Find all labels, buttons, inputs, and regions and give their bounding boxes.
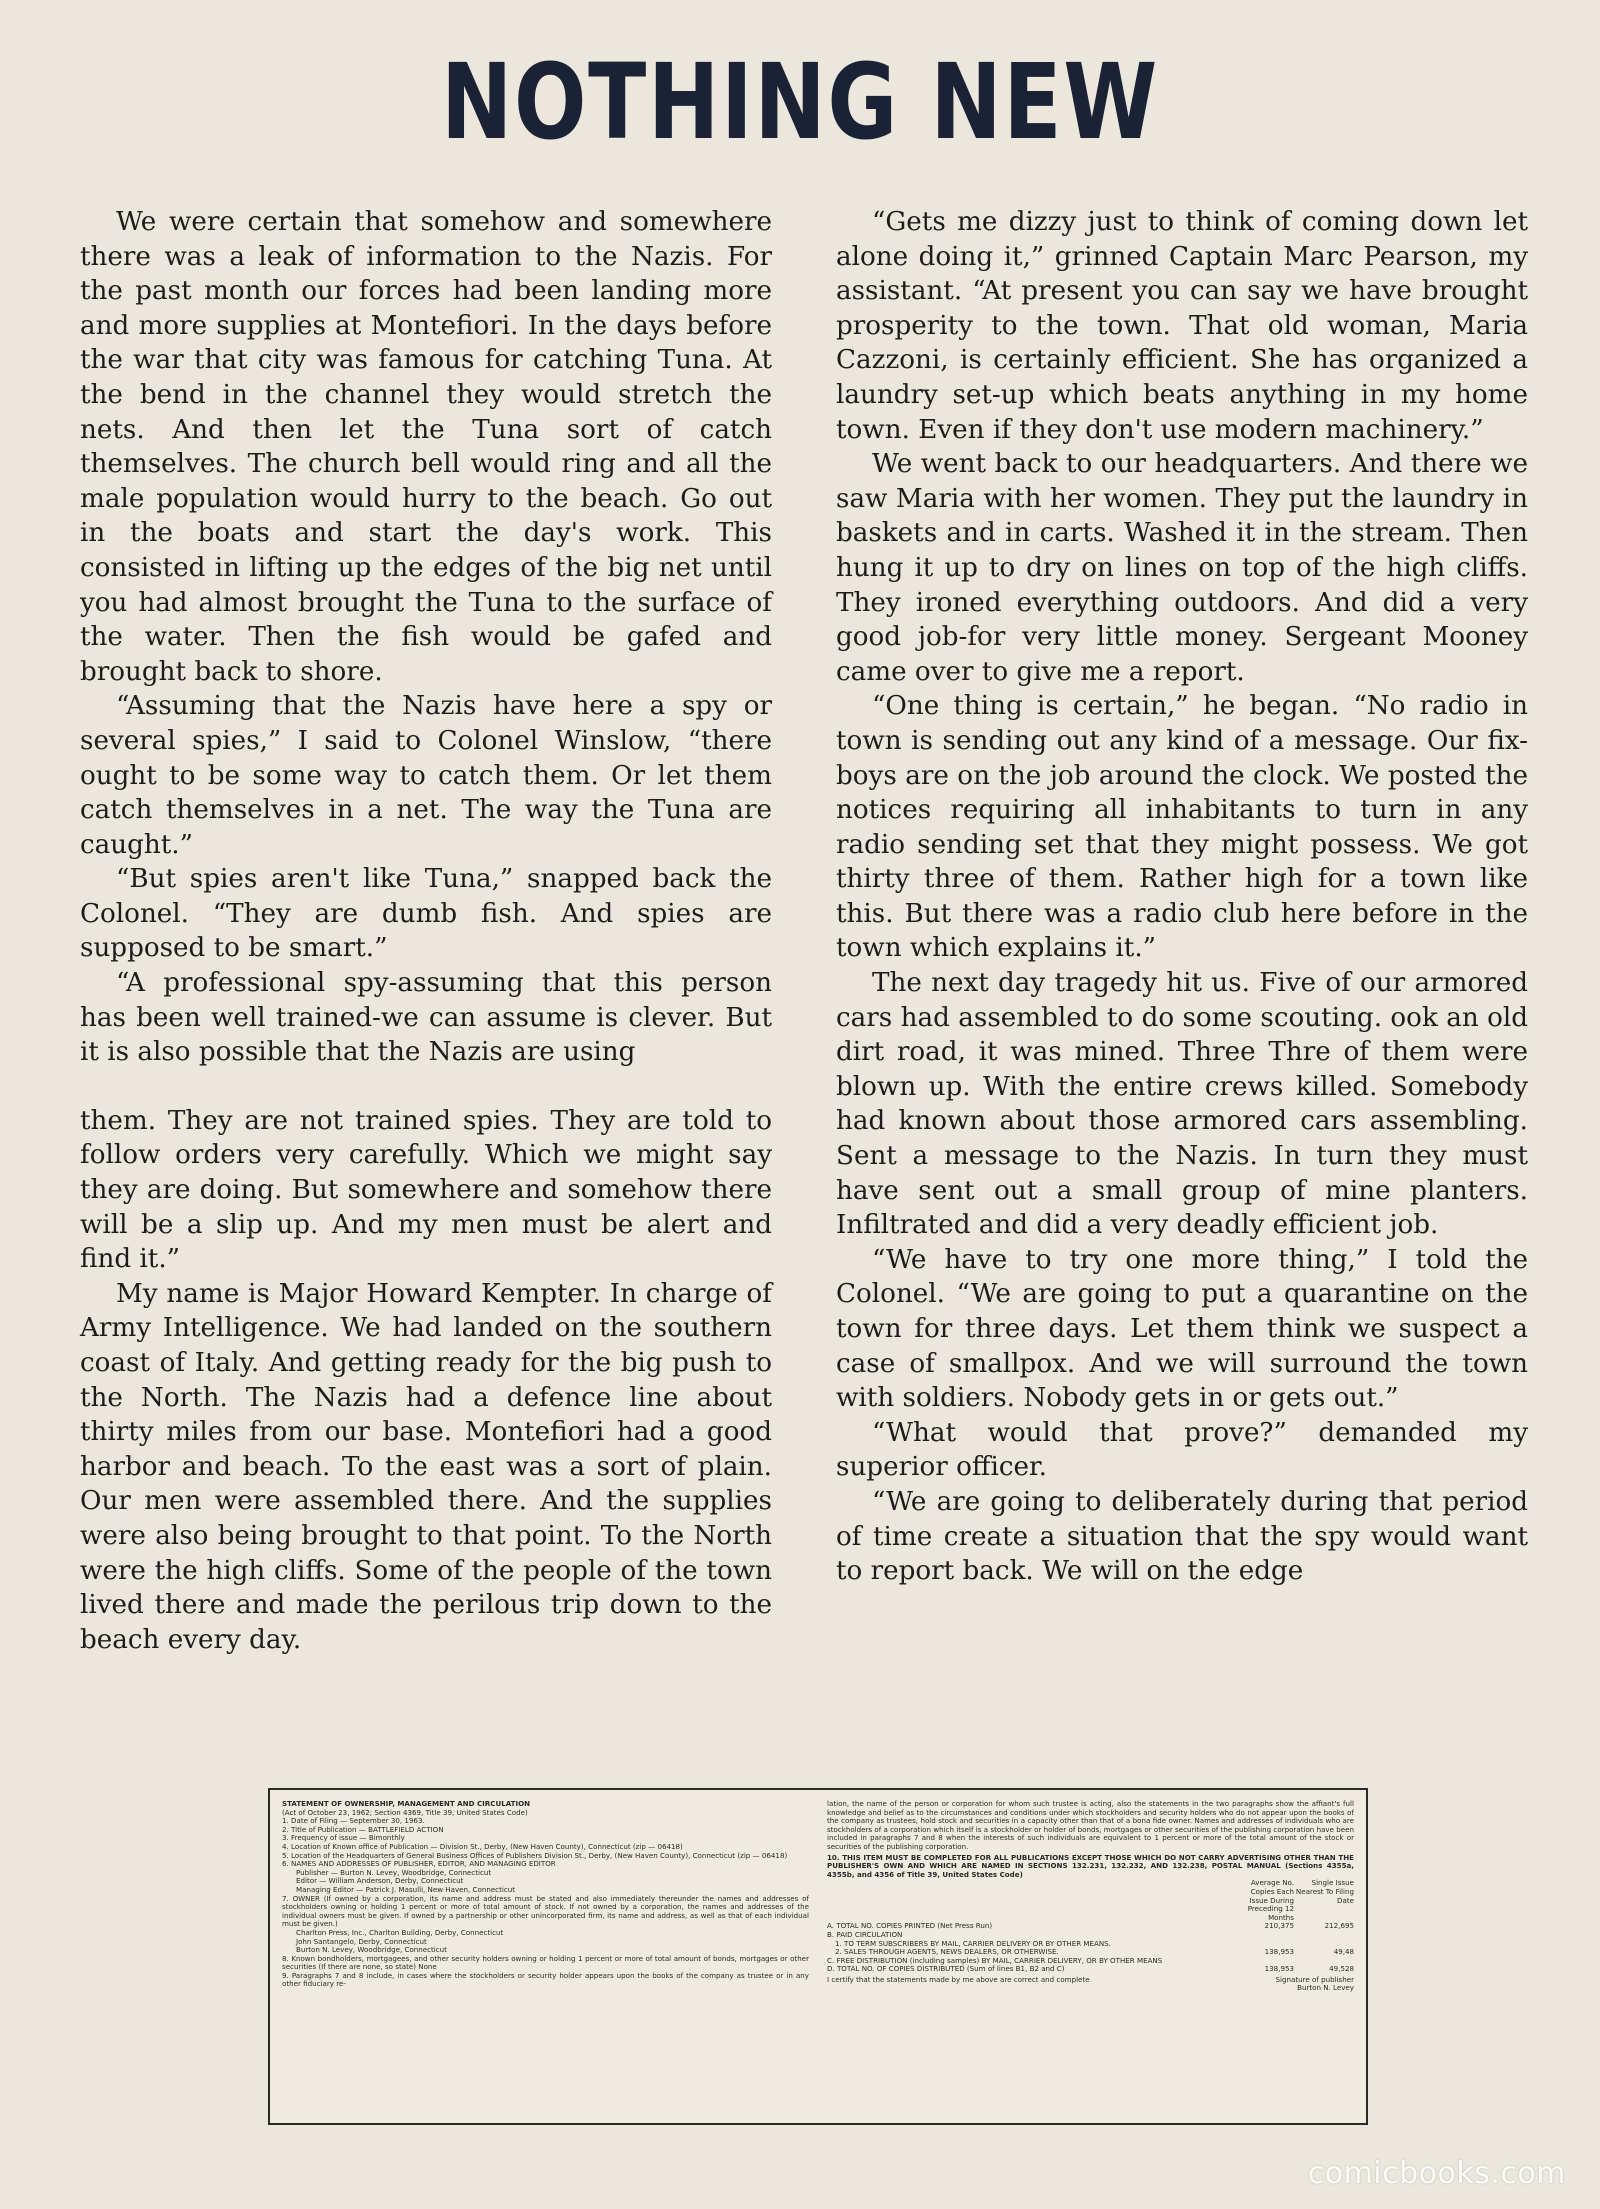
table-row <box>827 1922 1354 1931</box>
statement-line: 6. NAMES AND ADDRESSES OF PUBLISHER, EDITOR, AND MANAGING EDITOR <box>282 1859 556 1869</box>
statement-heading: STATEMENT OF OWNERSHIP, MANAGEMENT AND CIRCULATION <box>282 1800 531 1808</box>
site-watermark: comicbooks.com <box>1307 2156 1566 2191</box>
statement-line: 3. Frequency of issue — Bimonthly <box>282 1833 405 1843</box>
row-label: D. TOTAL NO. OF COPIES DISTRIBUTED (Sum of lines B1, B2 and C) <box>827 1964 1065 1974</box>
paragraph: “Gets me dizzy just to think of coming down let alone doing it,” grinned Captain Marc Pearson, my assistant. “At present you can say we have brought prosperity to the town. That old woman, Maria Cazzoni, is certainly efficient. She has organized a laundry set-up which beats anything in my home town. Even if they don't use modern machinery.” <box>836 207 1528 445</box>
statement-line: 9. Paragraphs 7 and 8 include, in cases where the stockholders or security holder appears upon the books of the company as trustee or in any other fiduciary re- <box>282 1970 809 1989</box>
statement-line: Editor — William Anderson, Derby, Connecticut <box>296 1876 464 1886</box>
statement-line: John Santangelo, Derby, Connecticut <box>296 1936 427 1946</box>
paragraph: “We have to try one more thing,” I told the Colonel. “We are going to put a quarantine on the town for three days. Let them think we suspect a case of smallpox. And we will surround the town with soldiers. Nobody gets in or gets out.” <box>836 1244 1528 1414</box>
story-title: NOTHING NEW <box>441 41 1159 163</box>
statement-line: 8. Known bondholders, mortgagees, and other security holders owning or holding 1 percent or more of total amount of bonds, mortgages or other securities (If there are none, so state) None <box>282 1953 809 1972</box>
row-value: 49,48 <box>1333 1947 1354 1957</box>
statement-line: Burton N. Levey, Woodbridge, Connecticut <box>296 1945 447 1955</box>
certification-table <box>827 1976 1354 1993</box>
paragraph: “We are going to deliberately during that period of time create a situation that the spy would want to report back. We will on the edge <box>836 1486 1528 1587</box>
certify-text: I certify that the statements made by me above are correct and complete <box>827 1974 1090 1984</box>
statement-line: (Act of October 23, 1962; Section 4369, Title 39, United States Code) <box>282 1807 528 1817</box>
signature-label: Signature of publisher <box>1275 1974 1354 1984</box>
table-row <box>827 1965 1354 1974</box>
row-value: 212,695 <box>1324 1921 1354 1931</box>
row-label: 1. TO TERM SUBSCRIBERS BY MAIL, CARRIER DELIVERY OR BY OTHER MEANS. <box>835 1938 1111 1948</box>
paragraph: “One thing is certain,” he began. “No radio in town is sending out any kind of a message. Our fix-boys are on the job around the clock. We posted the notices requiring all inhabitants to turn in any radio sending set that they might possess. We got thirty three of them. Rather high for a town like this. But there was a radio club here before in the town which explains it.” <box>836 691 1528 964</box>
paragraph: them. They are not trained spies. They are told to follow orders very carefully. Which we might say they are doing. But somewhere and somehow there will be a slip up. And my men must be alert and find it.” <box>80 1105 772 1275</box>
statement-line: 7. OWNER (If owned by a corporation, its name and address must be stated and also immediately thereunder the names and addresses of stockholders owning or holding 1 percent or more of total amount of stock. If not owned by a corporation, the names and addresses of the individual owners must be given. If owned by a partnership or other unincorporated firm, its name and address, as well as that of each individual must be given.) <box>282 1893 809 1929</box>
statement-item-10: 10. THIS ITEM MUST BE COMPLETED FOR ALL PUBLICATIONS EXCEPT THOSE WHICH DO NOT CARRY ADVERTISING OTHER THAN THE PUBLISHER'S OWN AND WHICH ARE NAMED IN SECTIONS 132.231, 132.232, AND 132.238, POSTAL MANUAL (Sections 4355a, 4355b, and 4356 of Title 39, United States Code) <box>827 1852 1354 1879</box>
row-label: 2. SALES THROUGH AGENTS, NEWS DEALERS, OR OTHERWISE. <box>835 1947 1059 1957</box>
row-label: C. FREE DISTRIBUTION (including samples) BY MAIL, CARRIER DELIVERY, OR BY OTHER MEANS <box>827 1955 1163 1965</box>
row-value: 138,953 <box>1264 1964 1294 1974</box>
ownership-statement-box <box>268 1788 1368 2125</box>
statement-line: Managing Editor — Patrick J. Masulli, New Haven, Connecticut <box>296 1884 516 1894</box>
statement-line: 4. Location of Known office of Publication — Division St., Derby, (New Haven County), Connecticut (zip — 06418) <box>282 1841 683 1851</box>
paragraph: The next day tragedy hit us. Five of our armored cars had assembled to do some scouting. ook an old dirt road, it was mined. Three Thre of them were blown up. With the entire crews killed. Somebody had known about those armored cars assembling. Sent a message to the Nazis. In turn they must have sent out a small group of mine planters. Infiltrated and did a very deadly efficient job. <box>836 968 1528 1241</box>
row-value: 210,375 <box>1264 1921 1294 1931</box>
paragraph: My name is Major Howard Kempter. In charge of Army Intelligence. We had landed on the southern coast of Italy. And getting ready for the big push to the North. The Nazis had a defence line about thirty miles from our base. Montefiori had a good harbor and beach. To the east was a sort of plain. Our men were assembled there. And the supplies were also being brought to that point. To the North were the high cliffs. Some of the people of the town lived there and made the perilous trip down to the beach every day. <box>80 1278 772 1655</box>
row-label: A. TOTAL NO. COPIES PRINTED (Net Press Run) <box>827 1921 993 1931</box>
row-value: 49,528 <box>1329 1964 1354 1974</box>
row-value <box>1294 1931 1354 1940</box>
column-header: Single Issue Nearest To Filing Date <box>1295 1878 1354 1905</box>
paragraph: “Assuming that the Nazis have here a spy or several spies,” I said to Colonel Winslow, “there ought to be some way to catch them. Or let them catch themselves in a net. The way the Tuna are caught.” <box>80 691 772 860</box>
paragraph: “What would that prove?” demanded my superior officer. <box>836 1417 1528 1483</box>
statement-line: 1. Date of Filing — September 30, 1963. <box>282 1816 425 1826</box>
statement-line: 2. Title of Publication — BATTLEFIELD ACTION <box>282 1824 444 1834</box>
statement-left-column <box>282 1800 809 2113</box>
paragraph: We went back to our headquarters. And there we saw Maria with her women. They put the laundry in baskets and in carts. Washed it in the stream. Then hung it up to dry on lines on top of the high cliffs. They ironed everything outdoors. And did a very good job-for very little money. Sergeant Mooney came over to give me a report. <box>836 449 1528 687</box>
paragraph: We were certain that somehow and somewhere there was a leak of information to the Nazis. For the past month our forces had been landing more and more supplies at Montefiori. In the days before the war that city was famous for catching Tuna. At the bend in the channel they would stretch the nets. And then let the Tuna sort of catch themselves. The church bell would ring and all the male population would hurry to the beach. Go out in the boats and start the day's work. This consisted in lifting up the edges of the big net until you had almost brought the Tuna to the surface of the water. Then the fish would be gafed and brought back to shore. <box>80 207 772 687</box>
paragraph: “But spies aren't like Tuna,” snapped back the Colonel. “They are dumb fish. And spies are supposed to be smart.” <box>80 864 772 964</box>
row-value: 138,953 <box>1264 1947 1294 1957</box>
signature-name: Burton N. Levey <box>1297 1983 1354 1993</box>
circulation-table <box>827 1879 1354 1974</box>
paragraph: “A professional spy-assuming that this person has been well trained-we can assume is clever. But it is also possible that the Nazis are using <box>80 968 772 1068</box>
right-text-column <box>836 205 1528 1589</box>
table-header-row <box>827 1879 1354 1922</box>
statement-line: 5. Location of the Headquarters of General Business Offices of Publishers Division St., Derby, (New Haven County), Connecticut (zip — 06418) <box>282 1850 788 1860</box>
statement-line: Charlton Press, Inc., Charlton Building, Derby, Connecticut <box>296 1927 504 1937</box>
statement-line: Publisher — Burton N. Levey, Woodbridge, Connecticut <box>296 1867 492 1877</box>
left-text-column <box>80 205 772 1657</box>
row-label: B. PAID CIRCULATION <box>827 1929 903 1939</box>
column-header: Average No. Copies Each Issue During Preceding 12 Months <box>1247 1878 1294 1922</box>
statement-right-column <box>827 1800 1354 2113</box>
row-value <box>1234 1931 1294 1940</box>
statement-text: lation, the name of the person or corporation for whom such trustee is acting, also the statements in the two paragraphs show the affiant's full knowledge and belief as to the circumstances and conditions under which stockholders and security holders who do not appear upon the books of the company as trustees, hold stock and securities in a capacity other than that of a bona fide owner. Names and addresses of individuals who are stockholders of a corporation which itself is a stockholder or holder of bonds, mortgages or other securities of the publishing corporation have been included in paragraphs 7 and 8 when the interests of such individuals are equivalent to 1 percent or more of the total amount of the stock or securities of the publishing corporation. <box>827 1800 1354 1851</box>
